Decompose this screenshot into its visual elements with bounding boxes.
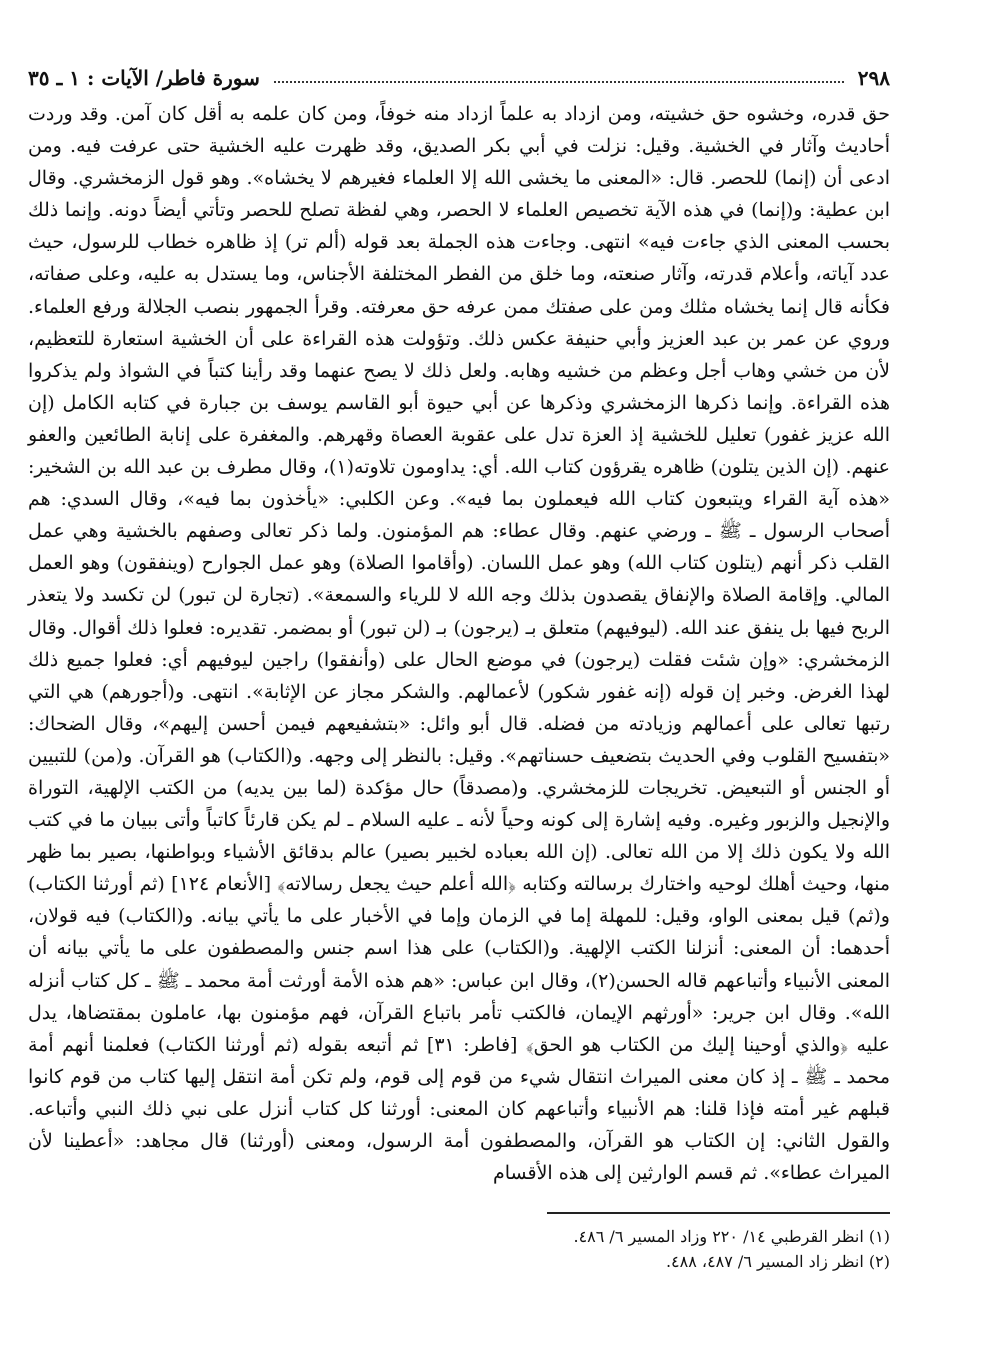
footnote-1: (١) انظر القرطبي ١٤/ ٢٢٠ وزاد المسير ٦/ ٤٨٦. <box>573 1227 890 1246</box>
footnotes <box>300 1224 890 1274</box>
body-paragraph: حق قدره، وخشوه حق خشيته، ومن ازداد به علماً ازداد منه خوفاً، ومن كان علمه به أقل كان آمن. وقد وردت أحاديث وآثار في الخشية. وقيل: نزلت في أبي بكر الصديق، وقد ظهرت عليه الخشية حتى عرفت فيه. ومن ادعى أن (إنما) للحصر. قال: «المعنى ما يخشى الله إلا العلماء فغيرهم لا يخشاه». وهو قول الزمخشري. وقال ابن عطية: و(إنما) في هذه الآية تخصيص العلماء لا الحصر، وهي لفظة تصلح للحصر وتأتي أيضاً دونه. وإنما ذلك بحسب المعنى الذي جاءت فيه» انتهى. وجاءت هذه الجملة بعد قوله (ألم تر) إذ ظاهره خطاب للرسول، حيث عدد آياته، وأعلام قدرته، وآثار صنعته، وما خلق من الفطر المختلفة الأجناس، وما يستدل به عليه، وعلى صفاته، فكأنه قال إنما يخشاه مثلك ومن على صفتك ممن عرفه حق معرفته. وقرأ الجمهور بنصب الجلالة ورفع العلماء. وروي عن عمر بن عبد العزيز وأبي حنيفة عكس ذلك. وتؤولت هذه القراءة على أن الخشية استعارة للتعظيم، لأن من خشي وهاب أجل وعظم من خشيه وهابه. ولعل ذلك لا يصح عنهما وقد رأينا كتباً في الشواذ ولم يذكروا هذه القراءة. وإنما ذكرها الزمخشري وذكرها عن أبي حيوة أبو القاسم يوسف بن جبارة في كتابه الكامل (إن الله عزيز غفور) تعليل للخشية إذ العزة تدل على عقوبة العصاة وقهرهم. والمغفرة على إنابة الطائعين والعفو عنهم. (إن الذين يتلون) ظاهره يقرؤون كتاب الله. أي: يداومون تلاوته(١)، وقال مطرف بن عبد الله بن الشخير: «هذه آية القراء ويتبعون كتاب الله فيعملون بما فيه». وعن الكلبي: «يأخذون بما فيه»، وقال السدي: هم أصحاب الرسول ـ ﷺ ـ ورضي عنهم. وقال عطاء: هم المؤمنون. ولما ذكر تعالى وصفهم بالخشية وهي عمل القلب ذكر أنهم (يتلون كتاب الله) وهو عمل اللسان. (وأقاموا الصلاة) وهو عمل الجوارح (وينفقون) وهو العمل المالي. وإقامة الصلاة والإنفاق يقصدون بذلك وجه الله لا للرياء والسمعة». (تجارة لن تبور) لن تكسد ولا يتعذر الربح فيها بل ينفق عند الله. (ليوفيهم) متعلق بـ (يرجون) بـ (لن تبور) أو بمضمر. تقديره: فعلوا ذلك أقوال. وقال الزمخشري: «وإن شئت فقلت (يرجون) في موضع الحال على (وأنفقوا) راجين ليوفيهم أي: فعلوا جميع ذلك لهذا الغرض. وخبر إن قوله (إنه غفور شكور) لأعمالهم. والشكر مجاز عن الإثابة». انتهى. و(أجورهم) هي التي رتبها تعالى على أعمالهم وزيادته من فضله. قال أبو وائل: «بتشفيعهم فيمن أحسن إليهم»، وقال الضحاك: «بتفسيح القلوب وفي الحديث بتضعيف حسناتهم». وقيل: بالنظر إلى وجهه. و(الكتاب) هو القرآن. و(من) للتبيين أو الجنس أو التبعيض. تخريجات للزمخشري. و(مصدقاً) حال مؤكدة (لما بين يديه) من الكتب الإلهية، التوراة والإنجيل والزبور وغيره. وفيه إشارة إلى كونه وحياً لأنه ـ عليه السلام ـ لم يكن قارئاً كاتباً وأتى ببيان ما في كتب الله ولا يكون ذلك إلا من الله تعالى. (إن الله بعباده لخبير بصير) عالم بدقائق الأشياء وبواطنها، بصير بما ظهر منها، وحيث أهلك لوحيه واختارك برسالته وكتابه ﴿الله أعلم حيث يجعل رسالاته﴾ [الأنعام ١٢٤] (ثم أورثنا الكتاب) و(ثم) قيل بمعنى الواو، وقيل: للمهلة إما في الزمان وإما في الأخبار على ما يأتي بيانه. و(الكتاب) فيه قولان، أحدهما: أن المعنى: أنزلنا الكتب الإلهية. و(الكتاب) على هذا اسم جنس والمصطفون على ما يأتي بيانه أن المعنى الأنبياء وأتباعهم قاله الحسن(٢)، وقال ابن عباس: «هم هذه الأمة أورثت أمة محمد ـ ﷺ ـ كل كتاب أنزله الله». وقال ابن جرير: «أورثهم الإيمان، فالكتب تأمر باتباع القرآن، فهم مؤمنون بها، عاملون بمقتضاها، يدل عليه ﴿والذي أوحينا إليك من الكتاب هو الحق﴾ [فاطر: ٣١] ثم أتبعه بقوله (ثم أورثنا الكتاب) فعلمنا أنهم أمة محمد ـ ﷺ ـ إذ كان معنى الميراث انتقال شيء من قوم إلى قوم، ولم تكن أمة انتقل إليها كتاب من قوم كانوا قبلهم غير أمته فإذا قلنا: هم الأنبياء وأتباعهم كان المعنى: أورثنا كل كتاب أنزل على نبي ذلك النبي وأتباعه. والقول الثاني: إن الكتاب هو القرآن، والمصطفون أمة الرسول، ومعنى (أورثنا) قال مجاهد: «أعطينا لأن الميراث عطاء». ثم قسم الوارثين إلى هذه الأقسام <box>28 103 890 1185</box>
header-dotted-rule <box>274 81 844 83</box>
footnote-separator <box>547 1212 890 1214</box>
footnote-2: (٢) انظر زاد المسير ٦/ ٤٨٧، ٤٨٨. <box>665 1252 890 1271</box>
page-number: ٢٩٨ <box>857 66 890 90</box>
main-text <box>28 98 890 1189</box>
running-header <box>28 60 890 90</box>
running-title: سورة فاطر/ الآيات : ١ ـ ٣٥ <box>28 66 260 90</box>
